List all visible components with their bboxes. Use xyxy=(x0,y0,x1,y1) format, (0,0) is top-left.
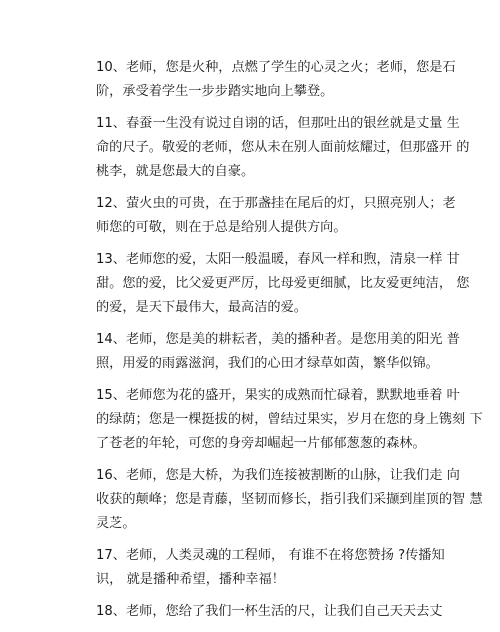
paragraph-10 xyxy=(96,56,456,104)
text-line: 18、老师，您给了我们一杯生活的尺，让我们自己天天去丈 xyxy=(96,604,443,619)
paragraph-16 xyxy=(96,464,483,536)
text-line: 照，用爱的雨露滋润，我们的心田才绿草如茵，繁华似锦。 xyxy=(96,356,439,371)
text-line: 14、老师，您是美的耕耘者，美的播种者。是您用美的阳光 普 xyxy=(96,332,460,347)
text-line: 甜。您的爱，比父爱更严厉，比母爱更细腻，比友爱更纯洁， 您 xyxy=(96,276,470,291)
text-line: 的绿荫；您是一棵挺拔的树，曾结过果实，岁月在您的身上镌刻 下 xyxy=(96,412,483,427)
paragraph-14 xyxy=(96,328,460,376)
text-line: 阶，承受着学生一步步踏实地向上攀登。 xyxy=(96,84,334,99)
text-line: 17、老师，人类灵魂的工程师， 有谁不在将您赞扬 ?传播知 xyxy=(96,548,445,563)
text-line: 师您的可敬，则在于总是给别人提供方向。 xyxy=(96,220,347,235)
paragraph-13 xyxy=(96,248,470,320)
text-line: 12、萤火虫的可贵，在于那盏挂在尾后的灯，只照亮别人；老 xyxy=(96,196,456,211)
text-line: 灵芝。 xyxy=(96,516,136,531)
text-line: 15、老师您为花的盛开，果实的成熟而忙碌着，默默地垂着 叶 xyxy=(96,388,460,403)
paragraph-15 xyxy=(96,384,483,456)
text-line: 识， 就是播种希望，播种幸福！ xyxy=(96,572,285,587)
text-line: 13、老师您的爱，太阳一般温暖，春风一样和煦，清泉一样 甘 xyxy=(96,252,460,267)
text-line: 了苍老的年轮，可您的身旁却崛起一片郁郁葱葱的森林。 xyxy=(96,436,426,451)
text-line: 命的尺子。敬爱的老师，您从未在别人面前炫耀过，但那盛开 的 xyxy=(96,140,470,155)
document-page xyxy=(96,56,483,632)
text-line: 16、老师，您是大桥，为我们连接被割断的山脉，让我们走 向 xyxy=(96,468,460,483)
text-line: 10、老师，您是火种，点燃了学生的心灵之火；老师，您是石 xyxy=(96,60,456,75)
paragraph-17 xyxy=(96,544,445,592)
text-line: 的爱，是天下最伟大，最高洁的爱。 xyxy=(96,300,307,315)
paragraph-18 xyxy=(96,600,443,624)
paragraph-11 xyxy=(96,112,470,184)
text-line: 桃李，就是您最大的自豪。 xyxy=(96,164,255,179)
paragraph-12 xyxy=(96,192,456,240)
text-line: 收获的颠峰；您是青藤，坚韧而修长，指引我们采撷到崖顶的智 慧 xyxy=(96,492,483,507)
text-line: 11、春蚕一生没有说过自诩的话，但那吐出的银丝就是丈量 生 xyxy=(96,116,460,131)
